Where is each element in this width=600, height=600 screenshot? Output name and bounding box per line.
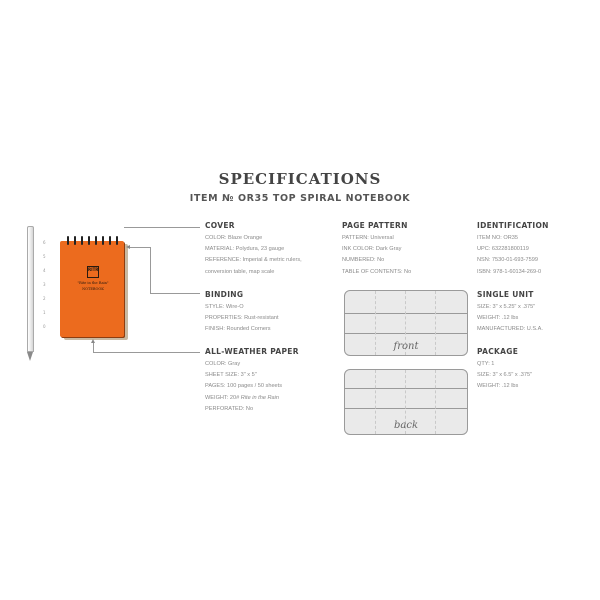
notebook-label-text: NOTEBOOK xyxy=(82,287,104,291)
package-weight: WEIGHT: .12 lbs xyxy=(477,383,519,390)
page-back-card xyxy=(344,369,468,435)
cover-section xyxy=(205,221,302,278)
pencil-tip-icon xyxy=(27,352,33,361)
notebook-logo-icon: RITR xyxy=(87,266,99,278)
card-rule xyxy=(345,333,467,334)
binding-connector-v xyxy=(150,247,151,293)
identification-heading: IDENTIFICATION xyxy=(477,221,549,230)
ruler-number: 6 xyxy=(43,240,46,245)
paper-weight-prefix: WEIGHT: 20# xyxy=(205,394,240,401)
spiral-icon xyxy=(74,236,76,245)
pattern-numbered: NUMBERED: No xyxy=(342,257,385,264)
front-label: front xyxy=(393,341,419,352)
paper-section xyxy=(205,347,299,415)
identification-nsn: NSN: 7530-01-693-7599 xyxy=(477,257,538,264)
paper-perforated: PERFORATED: No xyxy=(205,405,254,412)
pattern-section xyxy=(342,221,411,278)
page-subtitle: ITEM № OR35 TOP SPIRAL NOTEBOOK xyxy=(189,193,411,204)
cover-heading: COVER xyxy=(205,221,235,230)
ruler-number: 0 xyxy=(43,324,46,329)
spiral-icon xyxy=(67,236,69,245)
notebook-brand-text: "Rite in the Rain" xyxy=(77,281,109,285)
single-unit-weight: WEIGHT: .12 lbs xyxy=(477,315,519,322)
ruler-number: 2 xyxy=(43,296,46,301)
identification-section xyxy=(477,221,549,278)
paper-sheet-size: SHEET SIZE: 3" x 5" xyxy=(205,372,257,379)
binding-heading: BINDING xyxy=(205,290,244,299)
paper-heading: ALL-WEATHER PAPER xyxy=(205,347,299,356)
package-qty: QTY: 1 xyxy=(477,361,495,367)
pattern-ink-color: INK COLOR: Dark Gray xyxy=(342,246,402,253)
card-rule xyxy=(345,408,467,409)
identification-upc: UPC: 632281800119 xyxy=(477,246,529,253)
paper-weight-brand: Rite in the Rain xyxy=(240,394,280,401)
spiral-icon xyxy=(116,236,118,245)
pattern-heading: PAGE PATTERN xyxy=(342,221,408,230)
card-rule xyxy=(345,313,467,314)
page-front-card xyxy=(344,290,468,356)
single-unit-heading: SINGLE UNIT xyxy=(477,290,534,299)
ruler-number: 3 xyxy=(43,282,46,287)
ruler-number: 1 xyxy=(43,310,46,315)
identification-isbn: ISBN: 978-1-60134-269-0 xyxy=(477,268,542,275)
page-title: SPECIFICATIONS xyxy=(218,170,382,188)
single-unit-size: SIZE: 3" x 5.25" x .375" xyxy=(477,304,536,310)
paper-connector-v xyxy=(93,342,94,352)
paper-color: COLOR: Gray xyxy=(205,361,241,367)
binding-connector-h xyxy=(150,293,200,294)
back-label: back xyxy=(393,420,419,431)
binding-connector-top xyxy=(128,247,150,248)
binding-arrow-icon xyxy=(126,245,130,249)
spiral-icon xyxy=(109,236,111,245)
binding-style: STYLE: Wire-O xyxy=(205,304,244,310)
card-rule xyxy=(345,388,467,389)
identification-item-no: ITEM NO: OR35 xyxy=(477,235,519,241)
spiral-icon xyxy=(88,236,90,245)
pencil-icon xyxy=(27,226,34,352)
single-unit-section xyxy=(477,290,543,336)
pattern-toc: TABLE OF CONTENTS: No xyxy=(342,268,412,275)
single-unit-manufactured: MANUFACTURED: U.S.A. xyxy=(477,326,543,333)
binding-section xyxy=(205,290,279,336)
package-size: SIZE: 3" x 6.5" x .375" xyxy=(477,372,533,379)
spiral-icon xyxy=(95,236,97,245)
cover-material: MATERIAL: Polydura, 23 gauge xyxy=(205,246,285,253)
cover-reference-cont: conversion table, map scale xyxy=(205,268,275,275)
spiral-icon xyxy=(81,236,83,245)
cover-connector xyxy=(124,227,200,228)
package-heading: PACKAGE xyxy=(477,347,519,356)
ruler-number: 5 xyxy=(43,254,46,259)
binding-finish: FINISH: Rounded Corners xyxy=(205,326,271,333)
paper-arrow-icon xyxy=(91,339,95,343)
pattern-type: PATTERN: Universal xyxy=(342,235,394,241)
cover-reference: REFERENCE: Imperial & metric rulers, xyxy=(205,257,302,264)
package-section xyxy=(477,347,532,393)
paper-connector-h xyxy=(93,352,200,353)
cover-color: COLOR: Blaze Orange xyxy=(205,235,263,241)
spiral-icon xyxy=(102,236,104,245)
binding-properties: PROPERTIES: Rust-resistant xyxy=(205,315,279,322)
paper-weight xyxy=(205,393,299,404)
ruler-number: 4 xyxy=(43,268,46,273)
paper-pages: PAGES: 100 pages / 50 sheets xyxy=(205,383,283,390)
